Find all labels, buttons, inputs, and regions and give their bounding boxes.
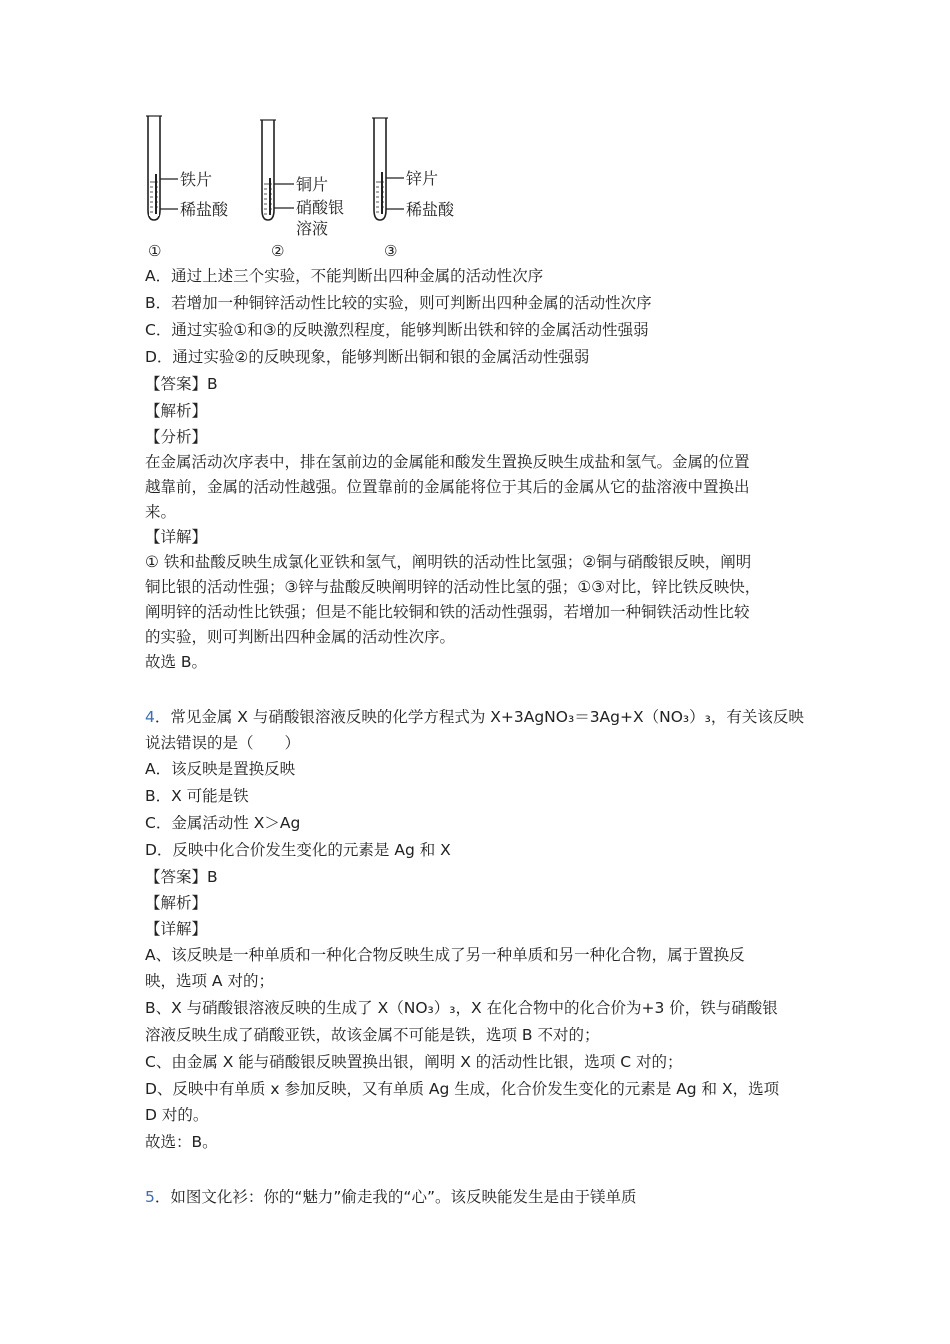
q5-stem-text: ．如图文化衫：你的“魅力”偷走我的“心”。该反映能发生是由于镁单质 bbox=[154, 1188, 637, 1206]
q4-detail-line-4: 溶液反映生成了硝酸亚铁，故该金属不可能是铁，选项 B 不对的； bbox=[145, 1026, 600, 1044]
q4-xiangjie-heading: 【详解】 bbox=[145, 920, 208, 938]
q4-stem-line-1 bbox=[145, 707, 804, 727]
q4-detail-line-1: A、该反映是一种单质和一种化合物反映生成了另一种单质和另一种化合物，属于置换反 bbox=[145, 946, 745, 964]
q4-detail-line-2: 映，选项 A 对的； bbox=[145, 972, 274, 990]
q4-number: 4 bbox=[145, 708, 155, 726]
test-tube-figure bbox=[138, 112, 478, 262]
tube2-label-1: 铜片 bbox=[296, 175, 329, 194]
tube1-number: ① bbox=[148, 242, 162, 260]
tube2-label-2: 硝酸银 bbox=[296, 198, 345, 217]
q3-detail-line-4: 的实验，则可判断出四种金属的活动性次序。 bbox=[145, 628, 456, 646]
q4-option-c: C．金属活动性 X＞Ag bbox=[145, 814, 301, 832]
tube3-label-2: 稀盐酸 bbox=[406, 200, 455, 219]
test-tube-3 bbox=[372, 118, 455, 260]
q4-detail-line-6: D、反映中有单质 x 参加反映，又有单质 Ag 生成，化合价发生变化的元素是 Ag 和 X，选项 bbox=[145, 1080, 780, 1098]
tube1-label-1: 铁片 bbox=[180, 170, 213, 189]
q4-option-b: B．X 可能是铁 bbox=[145, 787, 249, 805]
q4-conclusion: 故选：B。 bbox=[145, 1133, 218, 1151]
q4-option-a: A．该反映是置换反映 bbox=[145, 760, 296, 778]
q4-option-d: D．反映中化合价发生变化的元素是 Ag 和 X bbox=[145, 841, 451, 859]
q3-xiangjie-heading: 【详解】 bbox=[145, 528, 208, 546]
q3-detail-line-1: ① 铁和盐酸反映生成氯化亚铁和氢气，阐明铁的活动性比氢强；②铜与硝酸银反映，阐明 bbox=[145, 553, 752, 571]
tube1-label-2: 稀盐酸 bbox=[180, 200, 229, 219]
q3-analysis-line-3: 来。 bbox=[145, 503, 177, 521]
q3-conclusion: 故选 B。 bbox=[145, 653, 208, 671]
q3-option-d: D．通过实验②的反映现象，能够判断出铜和银的金属活动性强弱 bbox=[145, 348, 590, 366]
q5-number: 5 bbox=[145, 1188, 155, 1206]
q4-detail-line-7: D 对的。 bbox=[145, 1106, 209, 1124]
q3-analysis-line-1: 在金属活动次序表中，排在氢前边的金属能和酸发生置换反映生成盐和氢气。金属的位置 bbox=[145, 453, 750, 471]
q3-analysis-line-2: 越靠前，金属的活动性越强。位置靠前的金属能将位于其后的金属从它的盐溶液中置换出 bbox=[145, 478, 750, 496]
q4-answer: 【答案】B bbox=[145, 868, 218, 886]
q3-fenxi-heading: 【分析】 bbox=[145, 428, 208, 446]
q4-stem-text: ．常见金属 X 与硝酸银溶液反映的化学方程式为 X+3AgNO₃＝3Ag+X（NO₃）₃，有关该反映 bbox=[154, 708, 804, 726]
q4-detail-line-5: C、由金属 X 能与硝酸银反映置换出银，阐明 X 的活动性比银，选项 C 对的； bbox=[145, 1053, 683, 1071]
q3-option-a: A．通过上述三个实验，不能判断出四种金属的活动性次序 bbox=[145, 267, 544, 285]
tube3-label-1: 锌片 bbox=[406, 169, 439, 188]
q4-stem-line-2: 说法错误的是（ ） bbox=[145, 734, 301, 752]
q3-option-b: B．若增加一种铜锌活动性比较的实验，则可判断出四种金属的活动性次序 bbox=[145, 294, 652, 312]
q4-jiexi-heading: 【解析】 bbox=[145, 894, 208, 912]
q4-detail-line-3: B、X 与硝酸银溶液反映的生成了 X（NO₃）₃，X 在化合物中的化合价为+3 价，铁与硝酸银 bbox=[145, 999, 778, 1017]
q3-detail-line-3: 阐明锌的活动性比铁强；但是不能比较铜和铁的活动性强弱，若增加一种铜铁活动性比较 bbox=[145, 603, 750, 621]
tube3-number: ③ bbox=[384, 242, 398, 260]
q3-detail-line-2: 铜比银的活动性强；③锌与盐酸反映阐明锌的活动性比氢的强；①③对比，锌比铁反映快， bbox=[145, 578, 761, 596]
test-tube-2 bbox=[260, 120, 344, 260]
q3-option-c: C．通过实验①和③的反映激烈程度，能够判断出铁和锌的金属活动性强弱 bbox=[145, 321, 649, 339]
q5-stem-line-1 bbox=[145, 1187, 637, 1207]
tube2-number: ② bbox=[271, 242, 285, 260]
test-tube-1 bbox=[146, 116, 229, 260]
q3-answer: 【答案】B bbox=[145, 375, 218, 393]
tube2-label-3: 溶液 bbox=[296, 219, 329, 238]
q3-jiexi-heading: 【解析】 bbox=[145, 402, 208, 420]
